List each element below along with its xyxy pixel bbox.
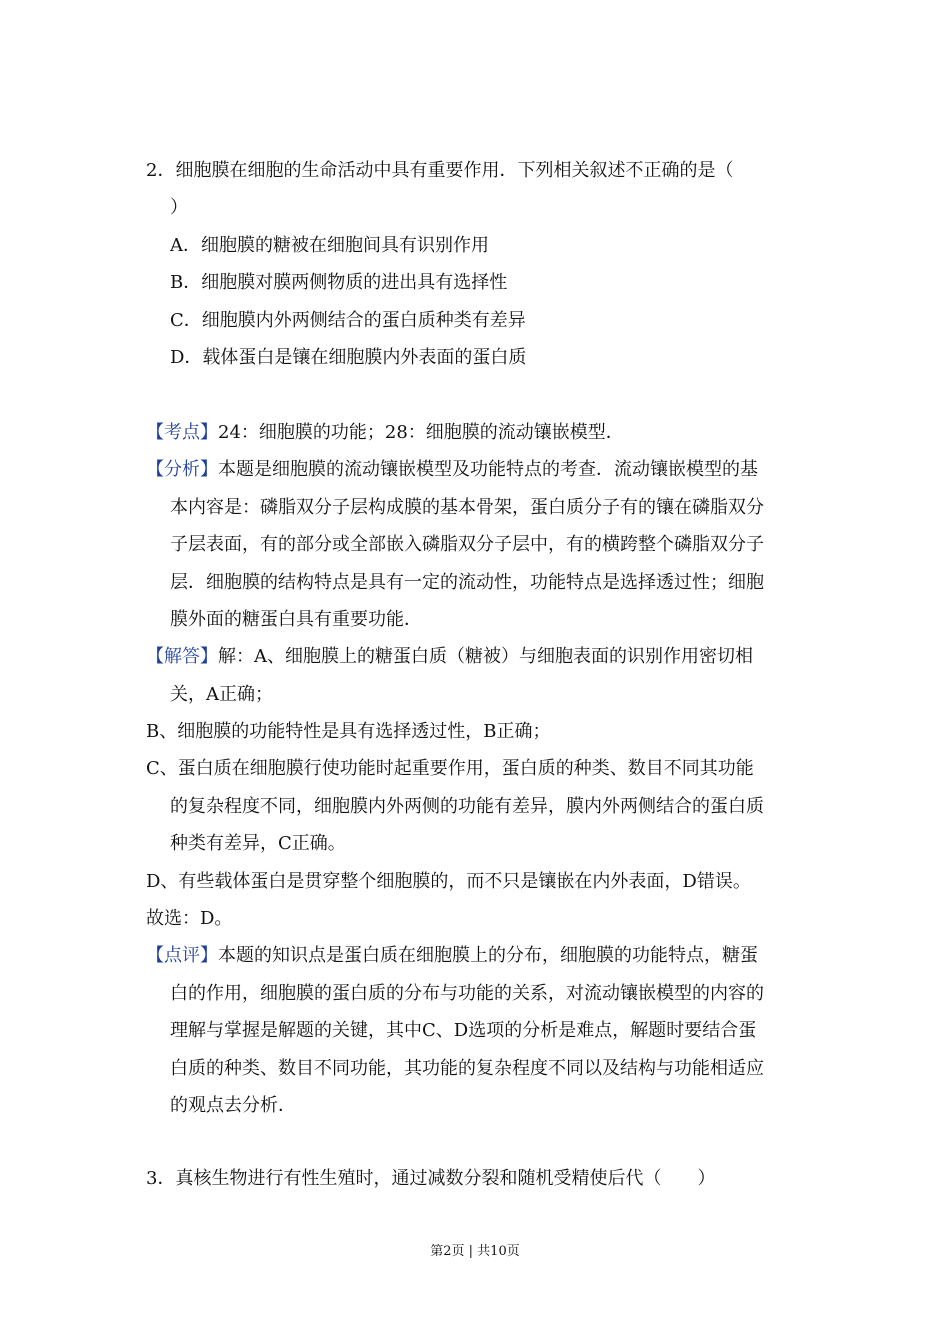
jieda-body-c-3: 种类有差异，C正确。 bbox=[170, 833, 346, 854]
fenxi-line-2: 本内容是：磷脂双分子层构成膜的基本骨架，蛋白质分子有的镶在磷脂双分 bbox=[170, 497, 764, 518]
jieda-body-c-1: C、蛋白质在细胞膜行使功能时起重要作用，蛋白质的种类、数目不同其功能 bbox=[146, 758, 754, 779]
dianping-text-1: 本题的知识点是蛋白质在细胞膜上的分布，细胞膜的功能特点，糖蛋 bbox=[218, 945, 758, 966]
dianping-line-3: 理解与掌握是解题的关键，其中C、D选项的分析是难点，解题时要结合蛋 bbox=[170, 1020, 757, 1041]
dianping-line-5: 的观点去分析． bbox=[170, 1095, 296, 1116]
fenxi-line-5: 膜外面的糖蛋白具有重要功能． bbox=[170, 609, 422, 630]
jieda-line-1 bbox=[146, 646, 753, 668]
kaodian-tag: 【考点】 bbox=[146, 422, 218, 443]
dianping-line-2: 白的作用，细胞膜的蛋白质的分布与功能的关系，对流动镶嵌模型的内容的 bbox=[170, 983, 764, 1004]
jieda-line-2: 关，A正确； bbox=[170, 684, 273, 705]
jieda-text-1: 解：A、细胞膜上的糖蛋白质（糖被）与细胞表面的识别作用密切相 bbox=[218, 646, 753, 667]
page-footer: 第2页 | 共10页 bbox=[430, 1244, 520, 1259]
dianping-line-1 bbox=[146, 945, 758, 967]
kaodian-text: 24：细胞膜的功能；28：细胞膜的流动镶嵌模型． bbox=[218, 422, 624, 443]
jieda-body-c-2: 的复杂程度不同，细胞膜内外两侧的功能有差异，膜内外两侧结合的蛋白质 bbox=[170, 796, 764, 817]
q2-stem-line-2: ） bbox=[170, 197, 188, 218]
jieda-tag: 【解答】 bbox=[146, 646, 218, 667]
fenxi-tag: 【分析】 bbox=[146, 459, 218, 480]
jieda-body-b: B、细胞膜的功能特性是具有选择透过性，B正确； bbox=[146, 721, 551, 742]
jieda-body-d: D、有些载体蛋白是贯穿整个细胞膜的，而不只是镶嵌在内外表面，D错误。 bbox=[146, 871, 751, 892]
kaodian-line bbox=[146, 422, 624, 444]
q2-option-d: D．载体蛋白是镶在细胞膜内外表面的蛋白质 bbox=[170, 347, 527, 368]
fenxi-line-3: 子层表面，有的部分或全部嵌入磷脂双分子层中，有的横跨整个磷脂双分子 bbox=[170, 534, 764, 555]
q2-option-b: B．细胞膜对膜两侧物质的进出具有选择性 bbox=[170, 272, 508, 293]
dianping-line-4: 白质的种类、数目不同功能，其功能的复杂程度不同以及结构与功能相适应 bbox=[170, 1058, 764, 1079]
q2-option-a: A．细胞膜的糖被在细胞间具有识别作用 bbox=[170, 235, 489, 256]
fenxi-text-1: 本题是细胞膜的流动镶嵌模型及功能特点的考查．流动镶嵌模型的基 bbox=[218, 459, 758, 480]
dianping-tag: 【点评】 bbox=[146, 945, 218, 966]
q2-option-c: C．细胞膜内外两侧结合的蛋白质种类有差异 bbox=[170, 310, 526, 331]
q2-stem-line-1: 2．细胞膜在细胞的生命活动中具有重要作用．下列相关叙述不正确的是（ bbox=[146, 160, 734, 181]
fenxi-line-4: 层．细胞膜的结构特点是具有一定的流动性，功能特点是选择透过性；细胞 bbox=[170, 572, 764, 593]
jieda-answer: 故选：D。 bbox=[146, 908, 233, 929]
q3-stem: 3．真核生物进行有性生殖时，通过减数分裂和随机受精使后代（ ） bbox=[146, 1168, 716, 1189]
fenxi-line-1 bbox=[146, 459, 758, 481]
